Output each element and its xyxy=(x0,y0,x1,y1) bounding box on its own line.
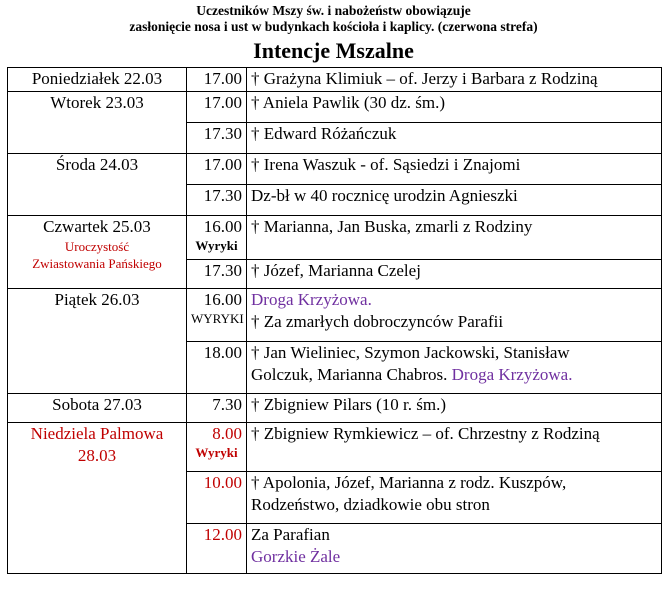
time-cell: 17.00 xyxy=(187,154,247,185)
table-row xyxy=(8,216,662,260)
intention-cell xyxy=(247,524,662,574)
table-row xyxy=(8,289,662,342)
intention-text: Za Parafian xyxy=(251,525,330,544)
day-cell: Środa 24.03 xyxy=(8,154,187,216)
mass-time: 16.00 xyxy=(203,217,242,236)
notice xyxy=(0,3,667,35)
mass-time: 8.00 xyxy=(212,424,242,443)
intention-cell: † Grażyna Klimiuk – of. Jerzy i Barbara z Rodziną xyxy=(247,68,662,92)
mass-time: 16.00 xyxy=(203,290,242,309)
intention-cell: † Edward Różańczuk xyxy=(247,123,662,154)
event-label: Droga Krzyżowa. xyxy=(251,290,372,309)
time-cell: 17.30 xyxy=(187,185,247,216)
table-row xyxy=(8,394,662,423)
time-cell: 17.00 xyxy=(187,92,247,123)
location-label: WYRYKI xyxy=(191,311,244,326)
intention-cell: † Aniela Pawlik (30 dz. śm.) xyxy=(247,92,662,123)
intention-cell: † Zbigniew Pilars (10 r. śm.) xyxy=(247,394,662,423)
time-cell: 10.00 xyxy=(187,472,247,524)
time-cell: 12.00 xyxy=(187,524,247,574)
intention-text-line-1: † Apolonia, Józef, Marianna z rodz. Kuszpów, xyxy=(251,473,567,492)
notice-line-1: Uczestników Mszy św. i nabożeństw obowiązuje xyxy=(196,3,471,18)
notice-line-2: zasłonięcie nosa i ust w budynkach kościoła i kaplicy. (czerwona strefa) xyxy=(129,19,538,34)
day-name: Czwartek 25.03 xyxy=(43,217,151,236)
mass-schedule-table xyxy=(7,67,662,574)
intention-cell: † Irena Waszuk - of. Sąsiedzi i Znajomi xyxy=(247,154,662,185)
feast-name-line-1: Uroczystość xyxy=(64,239,130,254)
intention-text-line-2: Rodzeństwo, dziadkowie obu stron xyxy=(251,495,490,514)
day-cell: Sobota 27.03 xyxy=(8,394,187,423)
event-label: Gorzkie Żale xyxy=(251,547,341,566)
page-title: Intencje Mszalne xyxy=(253,38,414,63)
table-row xyxy=(8,154,662,185)
intention-cell: Dz-bł w 40 rocznicę urodzin Agnieszki xyxy=(247,185,662,216)
intention-cell: † Józef, Marianna Czelej xyxy=(247,260,662,289)
intention-text-line-1: † Jan Wieliniec, Szymon Jackowski, Stanisław xyxy=(251,343,570,362)
intention-cell: † Marianna, Jan Buska, zmarli z Rodziny xyxy=(247,216,662,260)
intention-cell xyxy=(247,342,662,394)
intention-cell xyxy=(247,472,662,524)
event-label: Droga Krzyżowa. xyxy=(451,365,573,384)
day-date: 28.03 xyxy=(77,446,117,465)
time-cell: 7.30 xyxy=(187,394,247,423)
day-cell xyxy=(8,423,187,574)
time-cell: 18.00 xyxy=(187,342,247,394)
intention-cell: † Zbigniew Rymkiewicz – of. Chrzestny z Rodziną xyxy=(247,423,662,472)
intention-text-line-2: Golczuk, Marianna Chabros. xyxy=(251,365,448,384)
table-row xyxy=(8,92,662,123)
time-cell xyxy=(187,289,247,342)
intention-text: † Za zmarłych dobroczynców Parafii xyxy=(251,312,504,331)
time-cell xyxy=(187,423,247,472)
time-cell: 17.30 xyxy=(187,260,247,289)
location-label: Wyryki xyxy=(195,238,238,253)
day-name: Niedziela Palmowa xyxy=(30,424,164,443)
location-label: Wyryki xyxy=(195,445,238,460)
day-cell: Poniedziałek 22.03 xyxy=(8,68,187,92)
time-cell: 17.00 xyxy=(187,68,247,92)
day-cell: Wtorek 23.03 xyxy=(8,92,187,154)
intention-cell xyxy=(247,289,662,342)
table-row xyxy=(8,68,662,92)
day-cell: Piątek 26.03 xyxy=(8,289,187,394)
day-cell xyxy=(8,216,187,289)
time-cell: 17.30 xyxy=(187,123,247,154)
feast-name-line-2: Zwiastowania Pańskiego xyxy=(32,256,162,271)
time-cell xyxy=(187,216,247,260)
table-row xyxy=(8,423,662,472)
